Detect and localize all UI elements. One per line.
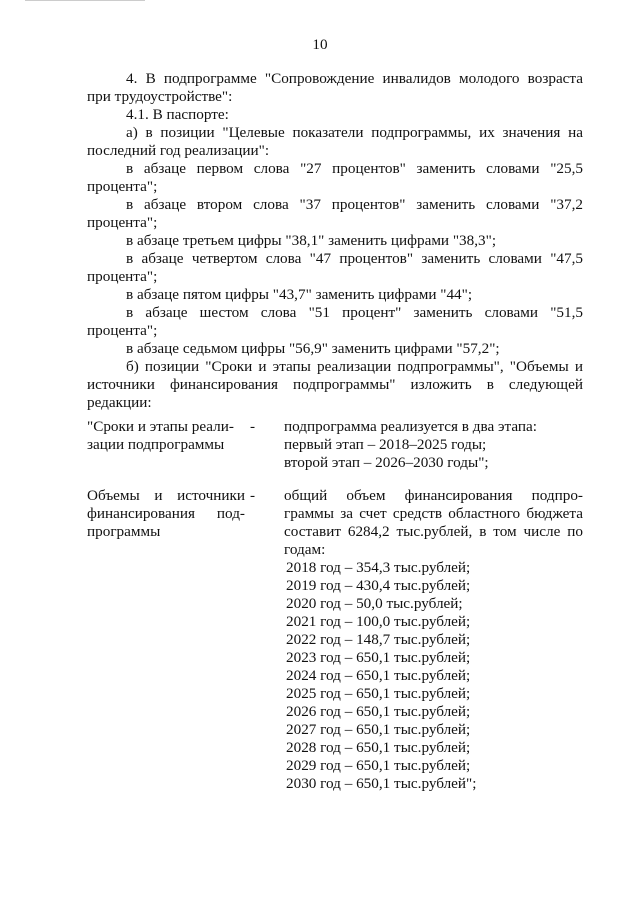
terms-line: первый этап – 2018–2025 годы; [284, 436, 487, 453]
paragraph-abzac-7: в абзаце седьмом цифры "56,9" заменить цифрами "57,2"; [126, 340, 500, 357]
funding-year-item: 2027 год – 650,1 тыс.рублей; [286, 721, 471, 738]
terms-line: подпрограмма реализуется в два этапа: [284, 418, 537, 435]
terms-line: второй этап – 2026–2030 годы"; [284, 454, 489, 471]
funding-year-item: 2029 год – 650,1 тыс.рублей; [286, 757, 471, 774]
funding-years-list [284, 559, 583, 793]
paragraph-abzac-5: в абзаце пятом цифры "43,7" заменить цифрами "44"; [126, 286, 473, 303]
funding-year-item: 2025 год – 650,1 тыс.рублей; [286, 685, 471, 702]
document-body [87, 70, 583, 412]
paragraph-new-edition: б) позиции "Сроки и этапы реализации подпрограммы", "Объемы и источники финансирования подпрограммы" изложить в следующей редакции: [87, 358, 583, 411]
funding-year-item: 2028 год – 650,1 тыс.рублей; [286, 739, 471, 756]
funding-label: Объемы и источники финансирования под- программы [87, 487, 245, 540]
funding-year-item: 2024 год – 650,1 тыс.рублей; [286, 667, 471, 684]
funding-dash: - [250, 487, 256, 504]
funding-intro: общий объем финансирования подпро- граммы за счет средств областного бюджета составит 6284,2 тыс.рублей, в том числе по годам: [284, 487, 583, 558]
funding-year-item: 2020 год – 50,0 тыс.рублей; [286, 595, 463, 612]
paragraph-passport: 4.1. В паспорте: [126, 106, 229, 123]
paragraph-abzac-2: в абзаце втором слова "37 процентов" заменить словами "37,2 процента"; [87, 196, 583, 231]
paragraph-abzac-6: в абзаце шестом слова "51 процент" заменить словами "51,5 процента"; [87, 304, 583, 339]
funding-year-item: 2022 год – 148,7 тыс.рублей; [286, 631, 471, 648]
funding-year-item: 2021 год – 100,0 тыс.рублей; [286, 613, 471, 630]
paragraph-target-indicators: а) в позиции "Целевые показатели подпрограммы, их значения на последний год реализации": [87, 124, 583, 159]
funding-year-item: 2030 год – 650,1 тыс.рублей"; [286, 775, 477, 792]
funding-year-item: 2019 год – 430,4 тыс.рублей; [286, 577, 471, 594]
terms-content [284, 418, 583, 472]
paragraph-abzac-1: в абзаце первом слова "27 процентов" заменить словами "25,5 процента"; [87, 160, 583, 195]
paragraph-subprogram-title: 4. В подпрограмме "Сопровождение инвалидов молодого возраста при трудоустройстве": [87, 70, 583, 105]
funding-year-item: 2023 год – 650,1 тыс.рублей; [286, 649, 471, 666]
paragraph-abzac-4: в абзаце четвертом слова "47 процентов" заменить словами "47,5 процента"; [87, 250, 583, 285]
funding-year-item: 2018 год – 354,3 тыс.рублей; [286, 559, 471, 576]
terms-dash: - [250, 418, 256, 435]
paragraph-abzac-3: в абзаце третьем цифры "38,1" заменить цифрами "38,3"; [126, 232, 497, 249]
page-number: 10 [312, 36, 328, 53]
terms-label: "Сроки и этапы реали- зации подпрограммы [87, 418, 234, 453]
funding-content [284, 487, 583, 793]
funding-year-item: 2026 год – 650,1 тыс.рублей; [286, 703, 471, 720]
scan-edge-line [25, 0, 145, 1]
